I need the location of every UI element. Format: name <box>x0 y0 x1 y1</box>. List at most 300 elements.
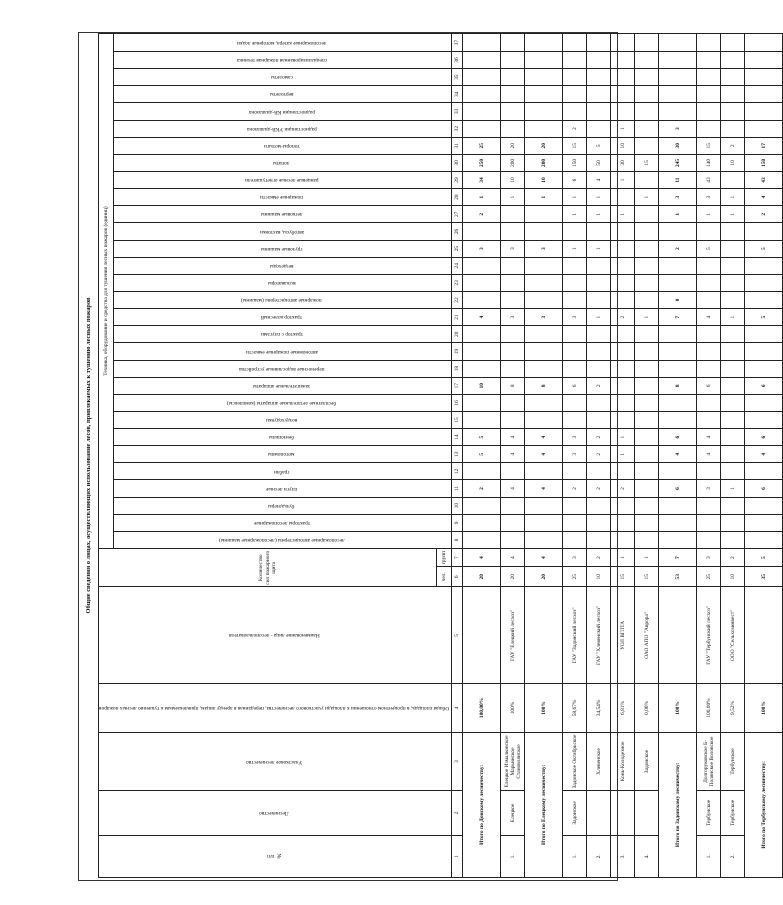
header-equipment-18 <box>114 240 452 257</box>
row-equipment-value <box>563 394 587 411</box>
row-equipment-value <box>659 429 697 446</box>
row-groups <box>635 549 659 567</box>
row-equipment-value <box>611 223 635 240</box>
row-people <box>697 567 721 587</box>
column-number <box>452 567 463 587</box>
row-equipment-value <box>611 137 635 154</box>
row-people-text: 25 <box>571 574 578 580</box>
row-equipment-value <box>587 257 611 274</box>
row-equipment-value <box>501 377 525 394</box>
column-number <box>452 103 463 120</box>
row-area-text: 100,00% <box>478 697 485 719</box>
header-num-text: № п/п <box>266 853 282 860</box>
row-equipment-value-text: 5 <box>478 452 485 456</box>
row-equipment-value <box>635 274 659 291</box>
row-equipment-value <box>563 309 587 326</box>
column-number-text: 13 <box>453 451 460 457</box>
row-equipment-value <box>563 86 587 103</box>
row-area-text: 58,67% <box>571 699 578 717</box>
row-equipment-value <box>501 137 525 154</box>
row-equipment-value-text: 3 <box>705 195 712 199</box>
row-equipment-value <box>463 137 501 154</box>
header-equipment-18-text: грузовые машины <box>260 245 303 252</box>
row-equipment-value-text: 1 <box>729 195 736 199</box>
header-equipment-11-text: переносные водосливные устройства <box>238 365 325 372</box>
header-equipment-13 <box>114 326 452 343</box>
row-equipment-value-text: 11 <box>674 177 681 183</box>
row-equipment-value-text: 7 <box>674 315 681 319</box>
row-equipment-value <box>721 171 745 188</box>
row-equipment-value <box>635 514 659 531</box>
row-equipment-value <box>659 377 697 394</box>
column-number-text: 3 <box>453 760 460 763</box>
row-district <box>611 732 635 791</box>
row-groups <box>611 549 635 567</box>
row-equipment-value <box>525 343 563 360</box>
row-equipment-value <box>697 463 721 480</box>
row-equipment-value <box>659 137 697 154</box>
row-equipment-value <box>745 326 783 343</box>
row-equipment-value-text: 4 <box>509 487 516 490</box>
row-equipment-value <box>745 497 783 514</box>
row-equipment-value-text: 10 <box>729 160 736 166</box>
header-equipment-25 <box>114 120 452 137</box>
row-equipment-value-text: 8 <box>540 384 547 388</box>
row-equipment-value-text: 1 <box>595 195 602 199</box>
row-equipment-value <box>501 257 525 274</box>
header-groups <box>437 549 452 567</box>
column-number <box>452 223 463 240</box>
column-number-text: 28 <box>453 194 460 200</box>
row-groups-text: 7 <box>674 556 681 559</box>
row-equipment-value <box>611 86 635 103</box>
column-number-text: 5 <box>453 633 460 637</box>
row-equipment-value <box>697 343 721 360</box>
row-equipment-value <box>659 531 697 548</box>
row-equipment-value-text: 6 <box>571 178 578 182</box>
column-number-text: 9 <box>453 521 460 525</box>
row-equipment-value <box>659 309 697 326</box>
row-equipment-value <box>563 377 587 394</box>
row-equipment-value-text: 10 <box>478 383 485 389</box>
column-number <box>452 549 463 567</box>
row-equipment-value-text: 1 <box>595 212 602 216</box>
row-equipment-value <box>659 446 697 463</box>
row-equipment-value <box>721 531 745 548</box>
rotated-table-sheet <box>80 33 767 878</box>
column-number-text: 20 <box>453 331 460 337</box>
row-org <box>587 587 611 684</box>
header-equipment-1-text: лесопожарные автоцистерны (лесопожарные машины) <box>218 537 345 544</box>
row-equipment-value <box>697 103 721 120</box>
column-number-text: 24 <box>453 263 460 269</box>
row-equipment-value <box>611 343 635 360</box>
row-equipment-value <box>525 120 563 137</box>
row-equipment-value-text: 4 <box>540 435 547 439</box>
header-equipment-8-text: воздуходувки <box>266 417 298 424</box>
column-number-text: 12 <box>453 468 460 475</box>
header-equipment-21 <box>114 189 452 206</box>
row-equipment-value-text: 250 <box>478 158 485 167</box>
row-equipment-value-text: 1 <box>729 212 736 216</box>
row-num <box>611 835 635 877</box>
row-org-text: УОЛ ВГЛТА <box>619 620 626 650</box>
row-equipment-value <box>501 274 525 291</box>
row-equipment-value <box>697 223 721 240</box>
row-equipment-value <box>611 34 635 52</box>
table-row <box>587 34 611 878</box>
row-equipment-value <box>525 429 563 446</box>
row-equipment-value <box>563 411 587 428</box>
column-number-text: 11 <box>453 485 460 492</box>
column-number-text: 6 <box>453 575 460 579</box>
row-equipment-value <box>635 69 659 86</box>
row-equipment-value-text: 34 <box>478 177 485 183</box>
header-equipment-19-text: автобусы, вахтовки <box>259 228 304 235</box>
row-district <box>721 732 745 791</box>
header-equipment-14-text: трактор колесный <box>261 314 303 321</box>
row-equipment-value <box>611 497 635 514</box>
row-equipment-value-text: 2 <box>595 452 602 456</box>
row-equipment-value <box>745 69 783 86</box>
row-equipment-value-text: 4 <box>705 315 712 319</box>
header-equipment-10 <box>114 377 452 394</box>
row-equipment-value <box>563 34 587 52</box>
row-equipment-value <box>587 120 611 137</box>
row-equipment-value-text: 150 <box>760 158 767 167</box>
row-equipment-value <box>525 171 563 188</box>
header-area <box>99 684 452 732</box>
row-equipment-value <box>525 497 563 514</box>
row-equipment-value <box>721 463 745 480</box>
row-district-text: Долгоруковское Б-Полянское Воловское <box>702 736 715 787</box>
row-equipment-value <box>635 531 659 548</box>
row-equipment-value <box>659 463 697 480</box>
row-equipment-value <box>501 497 525 514</box>
row-equipment-value <box>745 377 783 394</box>
row-equipment-value <box>659 274 697 291</box>
row-equipment-value <box>721 154 745 171</box>
row-equipment-value <box>525 411 563 428</box>
row-area <box>525 684 563 732</box>
total-label-text: Итого по Елецкому лесничеству: <box>540 764 547 845</box>
row-equipment-value <box>745 274 783 291</box>
row-equipment-value <box>611 154 635 171</box>
column-number <box>452 274 463 291</box>
row-equipment-value <box>635 463 659 480</box>
header-equipment-4-text: плуги лесные <box>265 485 298 492</box>
row-equipment-value-text: 2 <box>674 247 681 250</box>
row-area-text: 100% <box>540 701 547 715</box>
row-equipment-value <box>463 429 501 446</box>
row-equipment-value <box>611 120 635 137</box>
column-number <box>452 411 463 428</box>
row-equipment-value <box>659 497 697 514</box>
row-equipment-value-text: 1 <box>619 452 626 456</box>
row-equipment-value <box>463 360 501 377</box>
row-equipment-value <box>635 326 659 343</box>
row-equipment-value <box>611 309 635 326</box>
row-equipment-value <box>635 309 659 326</box>
row-equipment-value <box>525 257 563 274</box>
row-equipment-value <box>697 394 721 411</box>
row-equipment-value <box>463 497 501 514</box>
total-label-text: Итого по Донскому лесничеству: <box>478 764 485 845</box>
row-org-text: ООО "Сельхозинвест" <box>729 609 736 662</box>
row-equipment-value <box>525 360 563 377</box>
row-equipment-value <box>525 154 563 171</box>
header-equipment-15-text: пожарные автоцистерны (машины) <box>241 297 322 304</box>
row-equipment-value-text: 6 <box>674 435 681 439</box>
row-org-text: ГАУ "Елецкий лесхоз" <box>509 609 516 662</box>
row-people <box>635 567 659 587</box>
row-num <box>563 835 587 877</box>
row-equipment-value <box>745 531 783 548</box>
header-equipment-5 <box>114 463 452 480</box>
row-equipment-value-text: 25 <box>478 143 485 149</box>
row-equipment-value <box>563 206 587 223</box>
row-equipment-value-text: 8 <box>509 384 516 388</box>
row-equipment-value <box>563 463 587 480</box>
row-equipment-value <box>635 497 659 514</box>
row-equipment-value <box>659 343 697 360</box>
row-equipment-value-text: 2 <box>571 127 578 130</box>
row-equipment-value <box>659 206 697 223</box>
column-number <box>452 497 463 514</box>
header-equipment-6-text: мотопомпы <box>268 451 295 458</box>
row-area <box>745 684 783 732</box>
row-groups-text: 3 <box>705 556 712 559</box>
row-equipment-value <box>563 154 587 171</box>
row-equipment-value-text: 3 <box>674 127 681 130</box>
table-row <box>563 34 587 878</box>
column-number <box>452 684 463 732</box>
row-equipment-value-text: 6 <box>760 384 767 388</box>
row-equipment-value <box>635 86 659 103</box>
row-equipment-value <box>587 274 611 291</box>
row-equipment-value <box>587 86 611 103</box>
row-equipment-value <box>721 411 745 428</box>
row-org <box>635 587 659 684</box>
row-people-text: 20 <box>478 574 485 580</box>
header-groups-text: групп <box>441 550 448 565</box>
table-row <box>501 34 525 878</box>
row-equipment-value <box>697 497 721 514</box>
row-equipment-value-text: 2 <box>478 212 485 216</box>
row-equipment-value <box>463 514 501 531</box>
row-area <box>635 684 659 732</box>
row-equipment-value <box>697 154 721 171</box>
row-num-text: 4. <box>643 854 650 859</box>
row-equipment-value <box>563 137 587 154</box>
row-groups-text: 2 <box>595 556 602 559</box>
row-equipment-value <box>697 514 721 531</box>
column-number <box>452 514 463 531</box>
row-equipment-value <box>563 171 587 188</box>
row-equipment-value <box>501 463 525 480</box>
row-equipment-value <box>635 360 659 377</box>
header-equipment-10-text: зажигательные аппараты <box>253 382 311 389</box>
row-equipment-value <box>635 343 659 360</box>
row-equipment-value <box>745 154 783 171</box>
row-equipment-value-text: 1 <box>478 195 485 199</box>
row-equipment-value <box>745 86 783 103</box>
row-equipment-value <box>745 137 783 154</box>
row-equipment-value-text: 43 <box>705 177 712 183</box>
column-number-text: 19 <box>453 348 460 355</box>
row-equipment-value <box>745 514 783 531</box>
header-equipment-2-text: тракторы лесопожарные <box>253 519 310 526</box>
row-equipment-value-text: 3 <box>540 315 547 319</box>
row-equipment-value-text: 5 <box>760 315 767 319</box>
row-equipment-value <box>463 34 501 52</box>
row-forestry-text: Задонское <box>571 801 578 825</box>
row-equipment-value-text: 1 <box>705 212 712 216</box>
row-equipment-value-text: 1 <box>619 127 626 130</box>
row-equipment-value <box>721 34 745 52</box>
row-equipment-value <box>587 326 611 343</box>
row-equipment-value <box>745 429 783 446</box>
row-equipment-value <box>635 51 659 68</box>
column-number-text: 17 <box>453 383 460 389</box>
row-area <box>563 684 587 732</box>
row-equipment-value <box>721 206 745 223</box>
row-equipment-value <box>587 463 611 480</box>
row-equipment-value <box>697 69 721 86</box>
row-equipment-value <box>587 377 611 394</box>
header-equipment-group-text: Техника, оборудование и средства для тушения лесных пожаров (единиц) <box>102 206 109 376</box>
row-equipment-value <box>721 309 745 326</box>
row-forestry <box>501 791 525 835</box>
total-row <box>525 34 563 878</box>
row-equipment-value-text: 15 <box>571 143 578 149</box>
row-equipment-value <box>659 154 697 171</box>
row-area <box>659 684 697 732</box>
row-equipment-value <box>659 257 697 274</box>
row-equipment-value <box>501 480 525 497</box>
header-equipment-29 <box>114 51 452 68</box>
column-number <box>452 69 463 86</box>
total-label <box>745 732 783 877</box>
header-equipment-16-text: экскаваторы <box>267 279 296 286</box>
row-equipment-value <box>525 223 563 240</box>
row-groups <box>501 549 525 567</box>
row-equipment-value <box>563 189 587 206</box>
column-number-text: 15 <box>453 417 460 423</box>
row-equipment-value-text: 5 <box>760 247 767 250</box>
row-equipment-value <box>463 411 501 428</box>
column-number-text: 27 <box>453 211 460 218</box>
row-equipment-value <box>611 257 635 274</box>
row-equipment-value-text: 15 <box>643 160 650 166</box>
row-equipment-value <box>587 514 611 531</box>
column-number <box>452 360 463 377</box>
row-org-text: ГАУ "Задонский лесхоз" <box>571 607 578 664</box>
table-row <box>697 34 721 878</box>
column-number-text: 16 <box>453 400 460 406</box>
row-equipment-value-text: 6 <box>760 435 767 439</box>
row-equipment-value <box>635 34 659 52</box>
row-equipment-value <box>611 514 635 531</box>
row-num <box>587 835 611 877</box>
row-equipment-value <box>587 531 611 548</box>
row-equipment-value <box>659 86 697 103</box>
column-number-text: 35 <box>453 74 460 80</box>
row-equipment-value <box>501 309 525 326</box>
row-equipment-value <box>501 171 525 188</box>
row-equipment-value <box>721 137 745 154</box>
row-equipment-value <box>721 360 745 377</box>
row-equipment-value <box>525 531 563 548</box>
column-number-text: 4 <box>453 706 460 710</box>
row-area-text: 6,81% <box>619 701 626 715</box>
row-equipment-value <box>721 326 745 343</box>
row-equipment-value-text: 1 <box>674 212 681 216</box>
row-equipment-value <box>659 394 697 411</box>
header-equipment-17 <box>114 257 452 274</box>
row-equipment-value <box>501 531 525 548</box>
column-number <box>452 587 463 684</box>
row-equipment-value <box>745 446 783 463</box>
column-number <box>452 835 463 877</box>
column-number <box>452 120 463 137</box>
row-num-text: 1. <box>509 854 516 859</box>
row-equipment-value-text: 3 <box>509 247 516 250</box>
row-district-text: Елецкое Измалковское Марьинское Становлянское <box>503 735 522 788</box>
header-equipment-14 <box>114 309 452 326</box>
row-equipment-value-text: 140 <box>705 158 712 167</box>
row-equipment-value-text: 1 <box>619 178 626 182</box>
row-area-text: 0,06% <box>643 701 650 715</box>
row-equipment-value <box>501 120 525 137</box>
header-equipment-8 <box>114 411 452 428</box>
row-equipment-value-text: 1 <box>595 247 602 250</box>
column-number <box>452 291 463 308</box>
header-equipment-7-text: бензопилы <box>269 434 295 441</box>
header-equipment-12-text: автономные пожарные емкости <box>245 348 318 355</box>
row-equipment-value-text: 6 <box>760 487 767 490</box>
row-equipment-value <box>697 309 721 326</box>
row-org <box>463 587 501 684</box>
column-number <box>452 137 463 154</box>
row-equipment-value <box>611 531 635 548</box>
row-equipment-value <box>721 51 745 68</box>
row-equipment-value-text: 5 <box>705 247 712 250</box>
row-org <box>721 587 745 684</box>
row-equipment-value <box>501 360 525 377</box>
row-equipment-value-text: 10 <box>619 143 626 149</box>
row-equipment-value-text: 2 <box>595 384 602 388</box>
row-equipment-value <box>463 86 501 103</box>
row-equipment-value <box>635 411 659 428</box>
row-equipment-value <box>563 257 587 274</box>
row-equipment-value <box>697 274 721 291</box>
row-equipment-value <box>659 326 697 343</box>
row-equipment-value-text: 6 <box>571 384 578 388</box>
row-org <box>525 587 563 684</box>
row-equipment-value <box>659 103 697 120</box>
row-equipment-value <box>501 223 525 240</box>
row-equipment-value <box>745 463 783 480</box>
row-equipment-value <box>501 103 525 120</box>
column-number-text: 23 <box>453 280 460 286</box>
header-equipment-16 <box>114 274 452 291</box>
row-equipment-value-text: 1 <box>509 195 516 199</box>
row-org <box>659 587 697 684</box>
column-number-text: 18 <box>453 365 460 372</box>
row-equipment-value <box>697 51 721 68</box>
row-equipment-value-text: 2 <box>478 487 485 490</box>
